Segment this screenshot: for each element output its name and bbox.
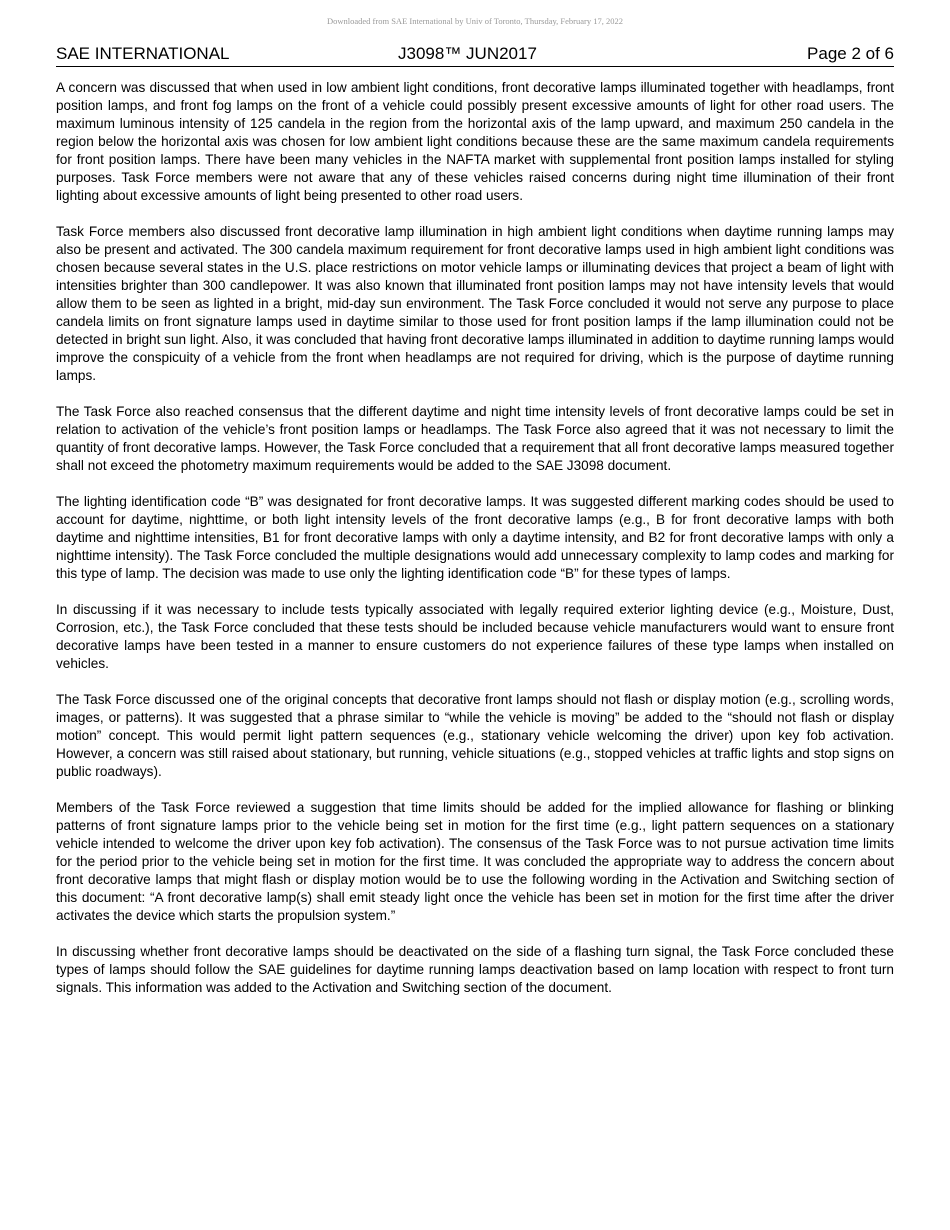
paragraph-flash-motion: The Task Force discussed one of the original concepts that decorative front lamps should not flash or display motion (e.g., scrolling words, images, or patterns). It was suggested that a phrase similar to “while the vehicle is moving” be added to the “should not flash or display motion” concept. This would permit light pattern sequences (e.g., stationary vehicle welcoming the driver) upon key fob activation. However, a concern was still raised about stationary, but running, vehicle situations (e.g., stopped vehicles at traffic lights and stop signs on public roadways). xyxy=(56,692,894,779)
page-header xyxy=(56,44,894,67)
paragraph-low-ambient: A concern was discussed that when used in low ambient light conditions, front decorative lamps illuminated together with headlamps, front position lamps, and front fog lamps on the front of a vehicle could possibly present excessive amounts of light for other road users. The maximum luminous intensity of 125 candela in the region from the horizontal axis of the lamp upward, and maximum 250 candela in the region below the horizontal axis was chosen for low ambient light conditions because these are the same maximum candela requirements for front position lamps. There have been many vehicles in the NAFTA market with supplemental front position lamps installed for styling purposes. Task Force members were not aware that any of these vehicles raised concerns during night time illumination of their front lighting about excessive amounts of light being presented to other road users. xyxy=(56,80,894,203)
header-organization: SAE INTERNATIONAL xyxy=(56,44,230,63)
download-watermark: Downloaded from SAE International by Univ of Toronto, Thursday, February 17, 2022 xyxy=(327,16,623,26)
document-body xyxy=(56,79,894,1015)
paragraph-high-ambient: Task Force members also discussed front decorative lamp illumination in high ambient light conditions when daytime running lamps may also be present and activated. The 300 candela maximum requirement for front decorative lamps used in high ambient light conditions was chosen because several states in the U.S. place restrictions on motor vehicle lamps or illuminating devices that project a beam of light with intensities brighter than 300 candlepower. It was also known that illuminated front position lamps may not have intensity levels that would allow them to be seen as lighted in a bright, mid-day sun environment. The Task Force concluded it would not serve any purpose to place candela limits on front signature lamps used in daytime similar to those used for front position lamps if the lamp illumination could not be detected in bright sun light. Also, it was concluded that having front decorative lamps illuminated in addition to daytime running lamps would improve the conspicuity of a vehicle from the front when headlamps are not required for driving, which is the purpose of daytime running lamps. xyxy=(56,224,894,383)
header-document-id: J3098™ JUN2017 xyxy=(398,44,537,63)
paragraph-tests: In discussing if it was necessary to include tests typically associated with legally required exterior lighting device (e.g., Moisture, Dust, Corrosion, etc.), the Task Force concluded that these tests should be included because vehicle manufacturers would want to ensure front decorative lamps have been tested in a manner to ensure customers do not experience failures of these type lamps when installed on vehicles. xyxy=(56,602,894,671)
paragraph-identification-code: The lighting identification code “B” was designated for front decorative lamps. It was suggested different marking codes should be used to account for daytime, nighttime, or both light intensity levels of the front decorative lamps (e.g., B for front decorative lamps with both daytime and nighttime intensities, B1 for front decorative lamps with only a daytime intensity, and B2 for front decorative lamps with only a nighttime intensity). The Task Force concluded the multiple designations would add unnecessary complexity to lamp codes and marking for this type of lamp. The decision was made to use only the lighting identification code “B” for these types of lamps. xyxy=(56,494,894,581)
paragraph-turn-signal: In discussing whether front decorative lamps should be deactivated on the side of a flashing turn signal, the Task Force concluded these types of lamps should follow the SAE guidelines for daytime running lamps deactivation based on lamp location with respect to front turn signals. This information was added to the Activation and Switching section of the document. xyxy=(56,944,894,995)
paragraph-time-limits: Members of the Task Force reviewed a suggestion that time limits should be added for the implied allowance for flashing or blinking patterns of front signature lamps prior to the vehicle being set in motion for the first time (e.g., light pattern sequences on a stationary vehicle intended to welcome the driver upon key fob activation). The consensus of the Task Force was to not pursue activation time limits for the period prior to the vehicle being set in motion for the first time. It was concluded the appropriate way to address the concern about front decorative lamps that might flash or display motion would be to use the following wording in the Activation and Switching section of this document: “A front decorative lamp(s) shall emit steady light once the vehicle has been set in motion for the first time after the driver activates the device which starts the propulsion system.” xyxy=(56,800,894,923)
header-page-number: Page 2 of 6 xyxy=(807,44,894,63)
paragraph-intensity-levels: The Task Force also reached consensus that the different daytime and night time intensity levels of front decorative lamps could be set in relation to activation of the vehicle’s front position lamps or headlamps. The Task Force also agreed that it was not necessary to limit the quantity of front decorative lamps. However, the Task Force concluded that a requirement that all front decorative lamps measured together shall not exceed the photometry maximum requirements would be added to the SAE J3098 document. xyxy=(56,404,894,473)
